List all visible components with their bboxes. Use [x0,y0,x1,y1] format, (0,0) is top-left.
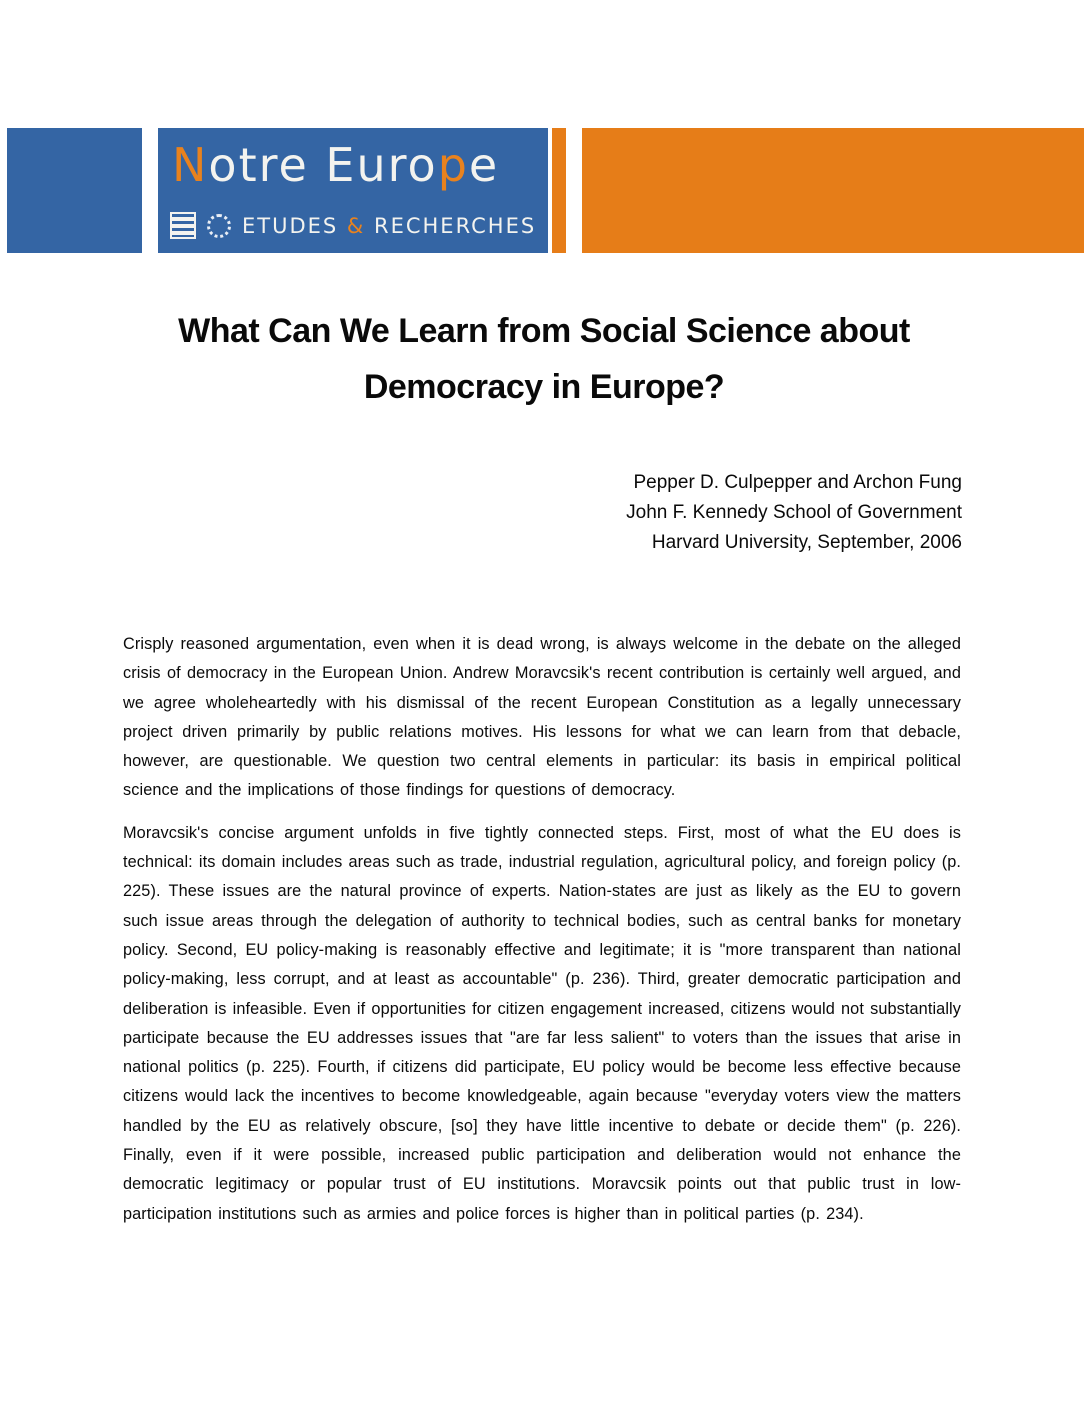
paragraph-2: Moravcsik's concise argument unfolds in five tightly connected steps. First, most of what the EU does is technical: its domain includes areas such as trade, industrial regulation, agricultural policy, and foreign policy (p. 225). These issues are the natural province of experts. Nation-states are just as likely as the EU to govern such issue areas through the delegation of authority to technical bodies, such as central banks for monetary policy. Second, EU policy-making is reasonably effective and legitimate; it is "more transparent than national policy-making, less corrupt, and at least as accountable" (p. 236). Third, greater democratic participation and deliberation is infeasible. Even if opportunities for citizen engagement increased, citizens would not substantially participate because the EU addresses issues that "are far less salient" to voters than the issues that arise in national politics (p. 225). Fourth, if citizens did participate, EU policy would be become less effective because citizens would lack the incentives to become knowledgeable, again because "everyday voters view the matters handled by the EU as relatively obscure, [so] they have little incentive to debate or decide them" (p. 226). Finally, even if it were possible, increased public participation and deliberation would not enhance the democratic legitimacy or popular trust of EU institutions. Moravcsik points out that public trust in low-participation institutions such as armies and police forces is higher than in political parties (p. 234). [123,823,961,1223]
page-title-line1: What Can We Learn from Social Science about [178,312,910,350]
tagline-recherches: RECHERCHES [365,213,537,238]
brand-text-mid: otre Euro [208,138,438,192]
page-title [0,303,1088,415]
header-banner [0,128,1088,253]
brand-letter-p: p [437,138,469,192]
author-block [626,468,962,558]
tagline-etudes: ETUDES [242,213,347,238]
document-body [123,630,961,1242]
brand-wordmark [172,138,499,192]
paragraph-1: Crisply reasoned argumentation, even when it is dead wrong, is always welcome in the debate on the alleged crisis of democracy in the European Union. Andrew Moravcsik's recent contribution is certainly well argued, and we agree wholeheartedly with his dismissal of the recent European Constitution as a legally unnecessary project driven primarily by public relations motives. His lessons for what we can learn from that debacle, however, are questionable. We question two central elements in particular: its basis in empirical political science and the implications of those findings for questions of democracy. [123,635,961,800]
author-names: Pepper D. Culpepper and Archon Fung [633,472,962,493]
brand-letter-n: N [172,138,209,192]
tagline-ampersand: & [346,213,366,238]
banner-orange-block [582,128,1084,253]
eu-stars-circle-icon [207,214,231,238]
logo-tagline-row [170,212,536,239]
banner-blue-block [7,128,142,253]
author-affiliation-school: John F. Kennedy School of Government [626,502,962,523]
lines-icon [170,212,196,239]
tagline [242,214,536,238]
notre-europe-logo-block [158,128,548,253]
author-affiliation-university-date: Harvard University, September, 2006 [651,532,962,553]
banner-orange-sliver [552,128,566,253]
brand-letter-e: e [468,138,500,192]
page-title-line2: Democracy in Europe? [363,368,725,406]
